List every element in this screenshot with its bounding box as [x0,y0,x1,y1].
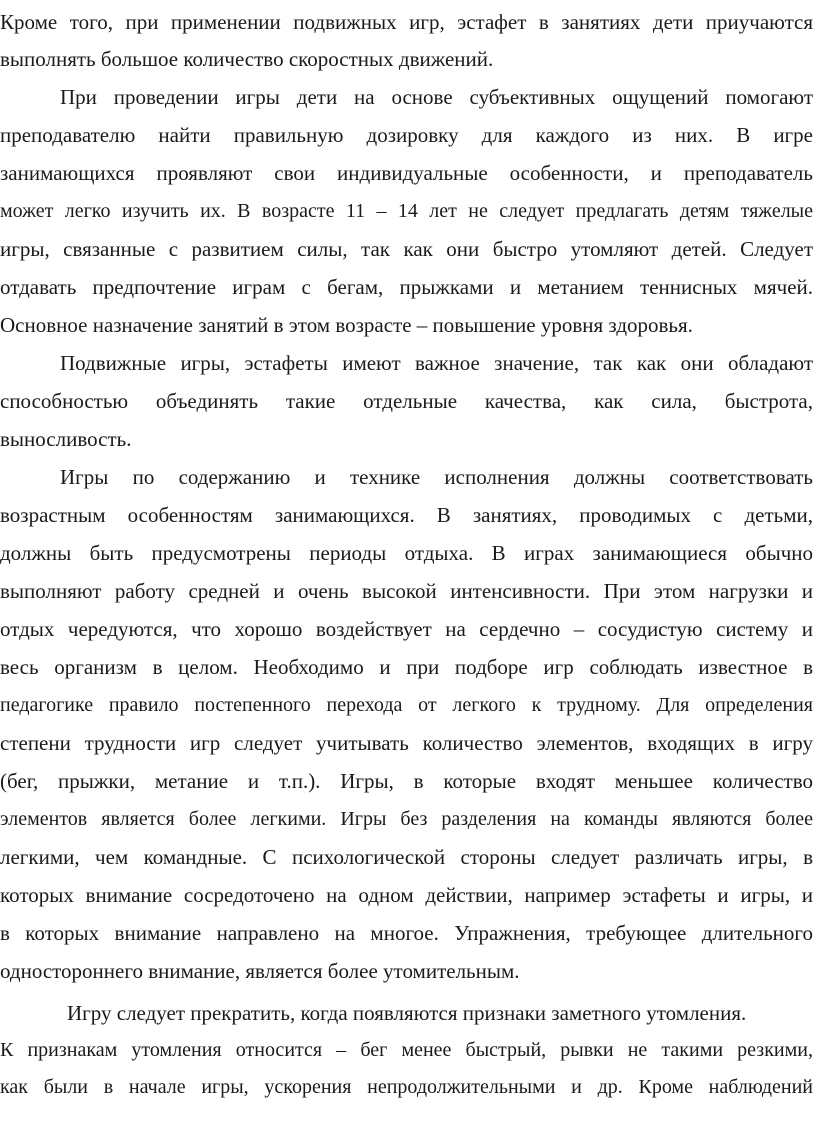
text-line: занимающихся проявляют свои индивидуальные особенности, и преподаватель [0,161,813,185]
text-line: Подвижные игры, эстафеты имеют важное значение, так как они обладают [60,351,813,375]
text-line: отдавать предпочтение играм с бегам, прыжками и метанием теннисных мячей. [0,275,813,299]
text-line: При проведении игры дети на основе субъективных ощущений помогают [60,85,813,109]
text-line: выполнять большое количество скоростных движений. [0,47,494,71]
text-line: выполняют работу средней и очень высокой интенсивности. При этом нагрузки и [0,579,813,603]
text-line: возрастным особенностям занимающихся. В занятиях, проводимых с детьми, [0,503,813,527]
text-line: которых внимание сосредоточено на одном действии, например эстафеты и игры, и [0,883,813,907]
text-line: К признакам утомления относится – бег менее быстрый, рывки не такими резкими, [0,1039,813,1061]
text-line: преподавателю найти правильную дозировку для каждого из них. В игре [0,123,813,147]
text-line: элементов является более легкими. Игры без разделения на команды являются более [0,808,813,830]
text-line: отдых чередуются, что хорошо воздействует на сердечно – сосудистую систему и [0,617,813,641]
text-line: весь организм в целом. Необходимо и при подборе игр соблюдать известное в [0,655,813,679]
text-line: Игры по содержанию и технике исполнения должны соответствовать [60,465,813,489]
text-line: Основное назначение занятий в этом возрасте – повышение уровня здоровья. [0,313,693,337]
text-line: Игру следует прекратить, когда появляются признаки заметного утомления. [67,1001,747,1025]
text-line: (бег, прыжки, метание и т.п.). Игры, в которые входят меньшее количество [0,769,813,793]
text-line: способностью объединять такие отдельные качества, как сила, быстрота, [0,389,813,413]
text-line: должны быть предусмотрены периоды отдыха. В играх занимающиеся обычно [0,541,813,565]
text-line: в которых внимание направлено на многое. Упражнения, требующее длительного [0,921,813,945]
text-line: педагогике правило постепенного перехода от легкого к трудному. Для определения [0,694,813,716]
text-line: выносливость. [0,427,132,451]
text-line: игры, связанные с развитием силы, так как они быстро утомляют детей. Следует [0,237,813,261]
text-line: легкими, чем командные. С психологической стороны следует различать игры, в [0,845,813,869]
text-line: может легко изучить их. В возрасте 11 – 14 лет не следует предлагать детям тяжелые [0,200,813,222]
text-line: одностороннего внимание, является более утомительным. [0,959,520,983]
text-line: Кроме того, при применении подвижных игр, эстафет в занятиях дети приучаются [0,10,813,34]
text-line: степени трудности игр следует учитывать количество элементов, входящих в игру [0,731,813,755]
text-line: как были в начале игры, ускорения непродолжительными и др. Кроме наблюдений [0,1076,813,1098]
